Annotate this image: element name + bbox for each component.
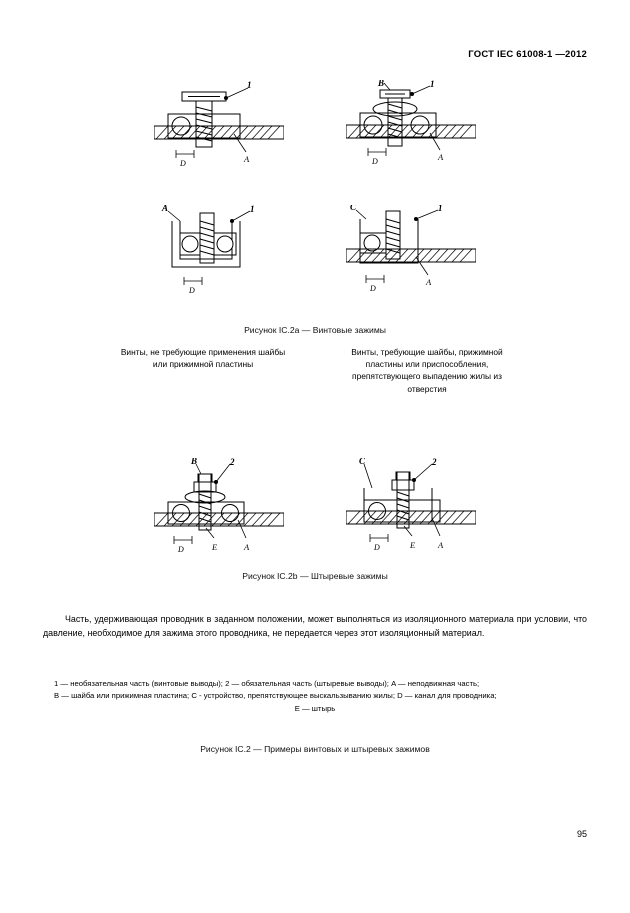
svg-text:2: 2 bbox=[432, 458, 437, 467]
svg-text:E: E bbox=[410, 540, 416, 550]
legend-line-1: 1 — необязательная часть (винтовые выводы); 2 — обязательная часть (штыревые выводы); A — неподвижная часть; bbox=[54, 679, 480, 688]
svg-text:E: E bbox=[212, 542, 218, 552]
drawing-screw-terminal-2 bbox=[346, 80, 476, 180]
svg-text:D: D bbox=[372, 157, 378, 166]
svg-text:A: A bbox=[162, 205, 169, 213]
drawing-stud-terminal-1 bbox=[154, 458, 284, 568]
svg-text:1: 1 bbox=[438, 205, 443, 213]
svg-text:D: D bbox=[370, 284, 376, 293]
svg-text:1: 1 bbox=[247, 80, 252, 90]
figure-ic2b-row bbox=[0, 458, 630, 568]
svg-text:C: C bbox=[359, 458, 366, 466]
drawing-screw-terminal-4 bbox=[346, 205, 476, 305]
svg-text:A: A bbox=[244, 542, 250, 552]
drawing-stud-terminal-2 bbox=[346, 458, 476, 568]
svg-text:D: D bbox=[374, 543, 380, 552]
body-paragraph-text: Часть, удерживающая проводник в заданном положении, может выполняться из изоляционного материала при условии, что давление, необходимое для зажима этого проводника, не передается через этот изоляционный материал. bbox=[43, 614, 587, 638]
page-number: 95 bbox=[576, 829, 587, 839]
drawing-screw-terminal-3 bbox=[154, 205, 284, 305]
figure-ic2a-bottom-row bbox=[0, 205, 630, 305]
legend-line-2: B — шайба или прижимная пластина; C - устройство, препятствующее выскальзыванию жилы; D — канал для проводника; bbox=[54, 691, 497, 701]
svg-text:A: A bbox=[438, 540, 444, 550]
svg-text:2: 2 bbox=[230, 458, 235, 467]
body-paragraph bbox=[43, 613, 587, 641]
svg-text:C: C bbox=[350, 205, 357, 212]
svg-text:B: B bbox=[191, 458, 198, 466]
figure-ic2a-subcaptions bbox=[0, 346, 630, 395]
svg-text:D: D bbox=[180, 159, 186, 168]
svg-text:D: D bbox=[178, 545, 184, 554]
figure-ic2-caption: Рисунок IC.2 — Примеры винтовых и штыревых зажимов bbox=[200, 744, 430, 754]
subcaption-left: Винты, не требующие применения шайбы или прижимной пластины bbox=[120, 347, 286, 370]
legend-line-3: E — штырь bbox=[294, 703, 336, 713]
figure-ic2a-caption: Рисунок IC.2a — Винтовые зажимы bbox=[244, 325, 386, 335]
subcaption-right: Винты, требующие шайбы, прижимной пластины или приспособления, препятствующего выпадению жилы из отверстия bbox=[351, 347, 503, 394]
figure-legend bbox=[54, 678, 576, 715]
svg-text:D: D bbox=[189, 286, 195, 295]
figure-ic2b-caption: Рисунок IC.2b — Штыревые зажимы bbox=[242, 571, 388, 581]
page-header: ГОСТ IEC 61008-1 —2012 bbox=[468, 49, 587, 60]
drawing-screw-terminal-1 bbox=[154, 80, 284, 180]
svg-text:A: A bbox=[438, 152, 444, 162]
svg-text:A: A bbox=[426, 277, 432, 287]
svg-text:1: 1 bbox=[430, 80, 435, 89]
svg-text:A: A bbox=[244, 154, 250, 164]
svg-text:1: 1 bbox=[250, 205, 255, 214]
svg-text:B: B bbox=[378, 80, 385, 88]
figure-ic2a-top-row bbox=[0, 80, 630, 180]
